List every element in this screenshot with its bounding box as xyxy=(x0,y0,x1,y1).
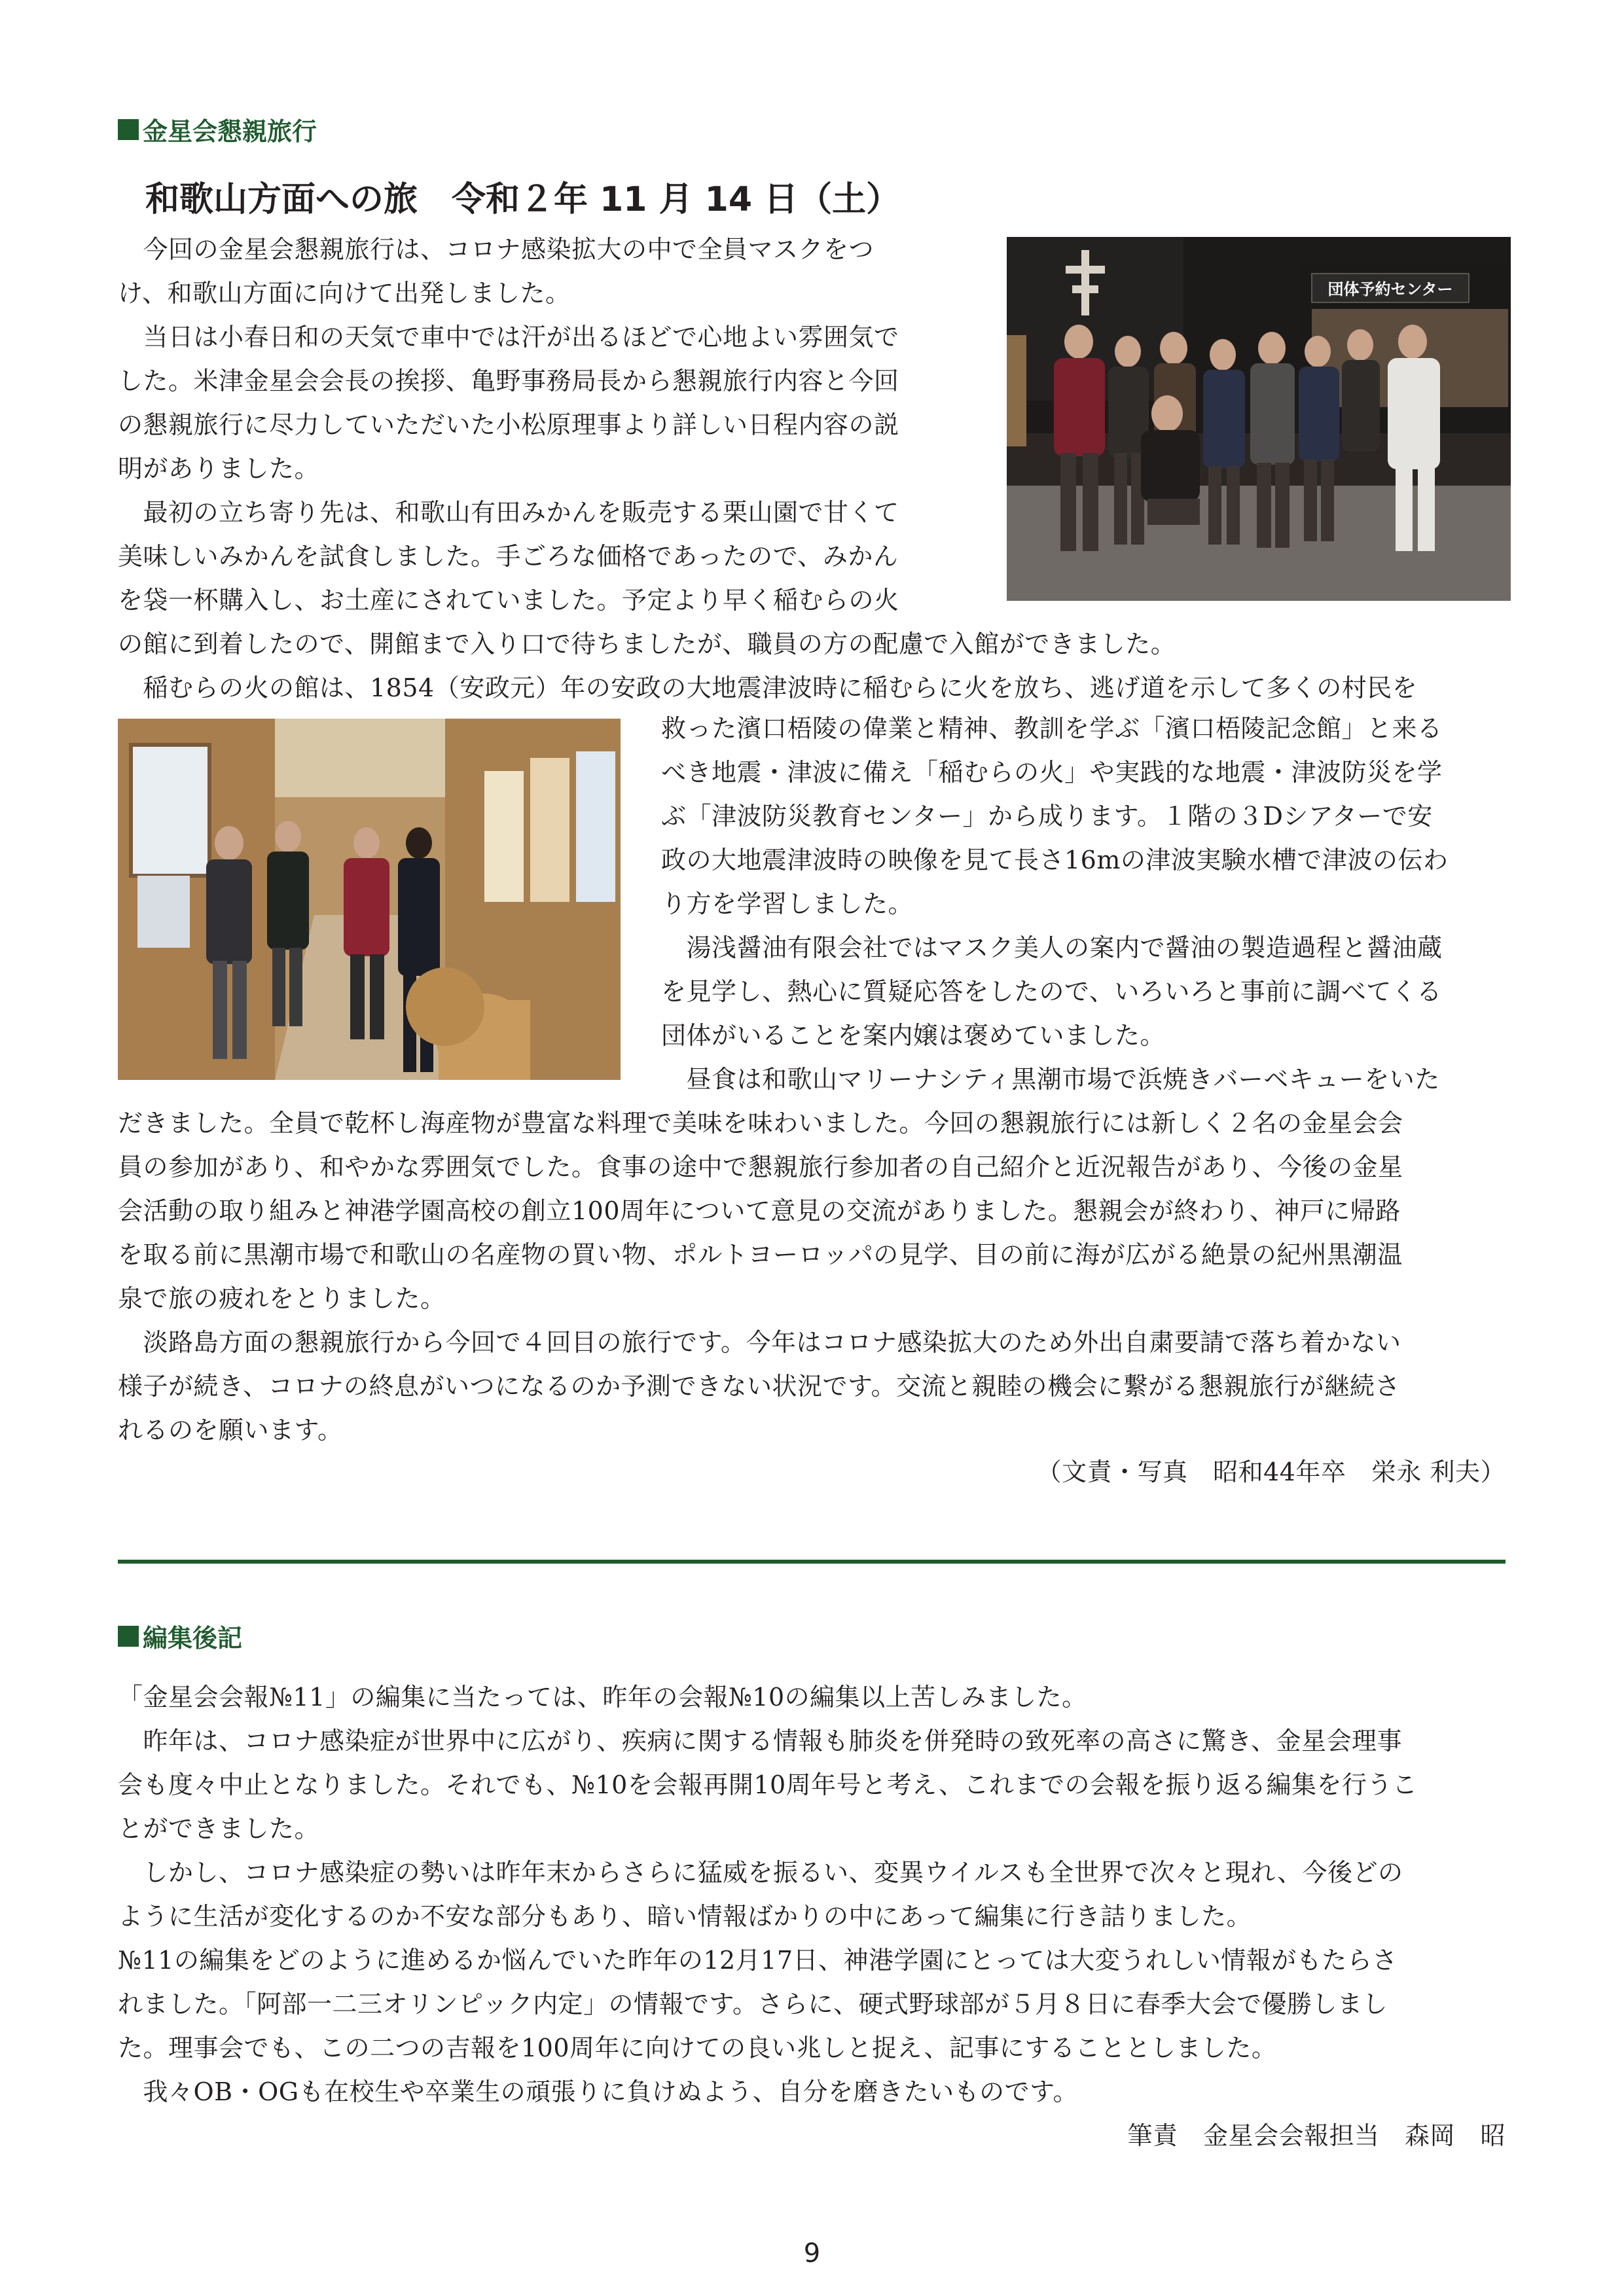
text-line: 員の参加があり、和やかな雰囲気でした。食事の途中で懇親旅行参加者の自己紹介と近況報告があり、今後の金星 xyxy=(118,1153,1403,1181)
text-line: り方を学習しました。 xyxy=(661,889,914,918)
square-bullet-icon xyxy=(118,119,139,140)
text-line: を袋一杯購入し、お土産にされていました。予定より早く稲むらの火 xyxy=(118,586,899,615)
text-line: 昨年は、コロナ感染症が世界中に広がり、疾病に関する情報も肺炎を併発時の致死率の高さに驚き、金星会理事 xyxy=(118,1727,1402,1755)
text-line: 会活動の取り組みと神港学園高校の創立100周年について意見の交流がありました。懇親会が終わり、神戸に帰路 xyxy=(118,1196,1401,1225)
text-line: け、和歌山方面に向けて出発しました。 xyxy=(118,279,571,308)
text-line: 様子が続き、コロナの終息がいつになるのか予測できない状況です。交流と親睦の機会に繋がる懇親旅行が継続さ xyxy=(118,1372,1400,1401)
text-line: 泉で旅の疲れをとりました。 xyxy=(118,1284,446,1313)
text-line: の懇親旅行に尽力していただいた小松原理事より詳しい日程内容の説 xyxy=(118,410,899,439)
text-line: 政の大地震津波時の映像を見て長さ16mの津波実験水槽で津波の伝わ xyxy=(661,846,1449,874)
square-bullet-icon xyxy=(118,1626,139,1647)
text-line: 稲むらの火の館は、1854（安政元）年の安政の大地震津波時に稲むらに火を放ち、逃げ道を示して多くの村民を xyxy=(118,673,1418,702)
building-sign: 団体予約センター xyxy=(1327,280,1453,298)
section-divider xyxy=(118,1560,1506,1564)
text-line: ように生活が変化するのか不安な部分もあり、暗い情報ばかりの中にあって編集に行き詰りました。 xyxy=(118,1902,1252,1931)
travel-paragraph-4 xyxy=(661,707,1506,1102)
text-line: 最初の立ち寄り先は、和歌山有田みかんを販売する栗山園で甘くて xyxy=(118,498,899,527)
text-line: 我々OB・OGも在校生や卒業生の頑張りに負けぬよう、自分を磨きたいものです。 xyxy=(118,2077,1079,2106)
text-line: れるのを願います。 xyxy=(118,1416,343,1444)
text-line: れました。「阿部一二三オリンピック内定」の情報です。さらに、硬式野球部が５月８日に春季大会で優勝しまし xyxy=(118,1990,1388,2018)
text-line: 明がありました。 xyxy=(118,454,320,483)
text-line: とができました。 xyxy=(118,1814,320,1843)
text-line: 昼食は和歌山マリーナシティ黒潮市場で浜焼きバーベキューをいた xyxy=(661,1065,1440,1094)
text-line: しかし、コロナ感染症の勢いは昨年末からさらに猛威を振るい、変異ウイルスも全世界で次々と現れ、今後どの xyxy=(118,1858,1403,1887)
text-line: 救った濱口梧陵の偉業と精神、教訓を学ぶ「濱口梧陵記念館」と来る xyxy=(661,714,1443,743)
section-label: 金星会懇親旅行 xyxy=(143,117,317,146)
editorial-signature: 筆責 金星会会報担当 森岡 昭 xyxy=(1127,2121,1506,2150)
text-line: №11の編集をどのように進めるか悩んでいた昨年の12月17日、神港学園にとっては大変うれしい情報がもたらさ xyxy=(118,1946,1398,1975)
section-label: 編集後記 xyxy=(143,1624,243,1653)
group-photo xyxy=(1007,237,1511,601)
text-line: 淡路島方面の懇親旅行から今回で４回目の旅行です。今年はコロナ感染拡大のため外出自粛要請で落ち着かない xyxy=(118,1328,1401,1357)
text-line: を取る前に黒潮市場で和歌山の名産物の買い物、ポルトヨーロッパの見学、目の前に海が広がる絶景の紀州黒潮温 xyxy=(118,1240,1403,1269)
text-line: だきました。全員で乾杯し海産物が豊富な料理で美味を味わいました。今回の懇親旅行には新しく２名の金星会会 xyxy=(118,1109,1403,1138)
page-number: 9 xyxy=(803,2238,821,2269)
text-line: 当日は小春日和の天気で車中では汗が出るほどで心地よい雰囲気で xyxy=(118,323,899,351)
text-line: した。米津金星会会長の挨拶、亀野事務局長から懇親旅行内容と今回 xyxy=(118,367,899,395)
text-line: 団体がいることを案内嬢は褒めていました。 xyxy=(661,1021,1166,1050)
section-header-travel xyxy=(118,111,317,147)
travel-paragraph-6 xyxy=(118,1102,1506,1452)
text-line: 湯浅醤油有限会社ではマスク美人の案内で醤油の製造過程と醤油蔵 xyxy=(661,933,1443,962)
text-line: た。理事会でも、この二つの吉報を100周年に向けての良い兆しと捉え、記事にすることとしました。 xyxy=(118,2034,1277,2062)
section-header-editorial xyxy=(118,1618,242,1654)
text-line: ぶ「津波防災教育センター」から成ります。１階の３Dシアターで安 xyxy=(661,802,1433,831)
text-line: 今回の金星会懇親旅行は、コロナ感染拡大の中で全員マスクをつ xyxy=(118,235,875,264)
text-line: 「金星会会報№11」の編集に当たっては、昨年の会報№10の編集以上苦しみました。 xyxy=(118,1683,1087,1712)
text-line: 会も度々中止となりました。それでも、№10を会報再開10周年号と考え、これまでの会報を振り返る編集を行うこ xyxy=(118,1770,1418,1799)
editorial-body xyxy=(118,1676,1506,2114)
museum-interior-photo xyxy=(118,719,621,1080)
author-credit: （文責・写真 昭和44年卒 栄永 利夫） xyxy=(1036,1458,1506,1486)
text-line: の館に到着したので、開館まで入り口で待ちましたが、職員の方の配慮で入館ができました。 xyxy=(118,630,1176,658)
article-title: 和歌山方面への旅 令和２年 11 月 14 日（土） xyxy=(145,180,901,219)
text-line: を見学し、熱心に質疑応答をしたので、いろいろと事前に調べてくる xyxy=(661,977,1442,1006)
text-line: べき地震・津波に備え「稲むらの火」や実践的な地震・津波防災を学 xyxy=(661,758,1443,787)
text-line: 美味しいみかんを試食しました。手ごろな価格であったので、みかん xyxy=(118,542,899,571)
